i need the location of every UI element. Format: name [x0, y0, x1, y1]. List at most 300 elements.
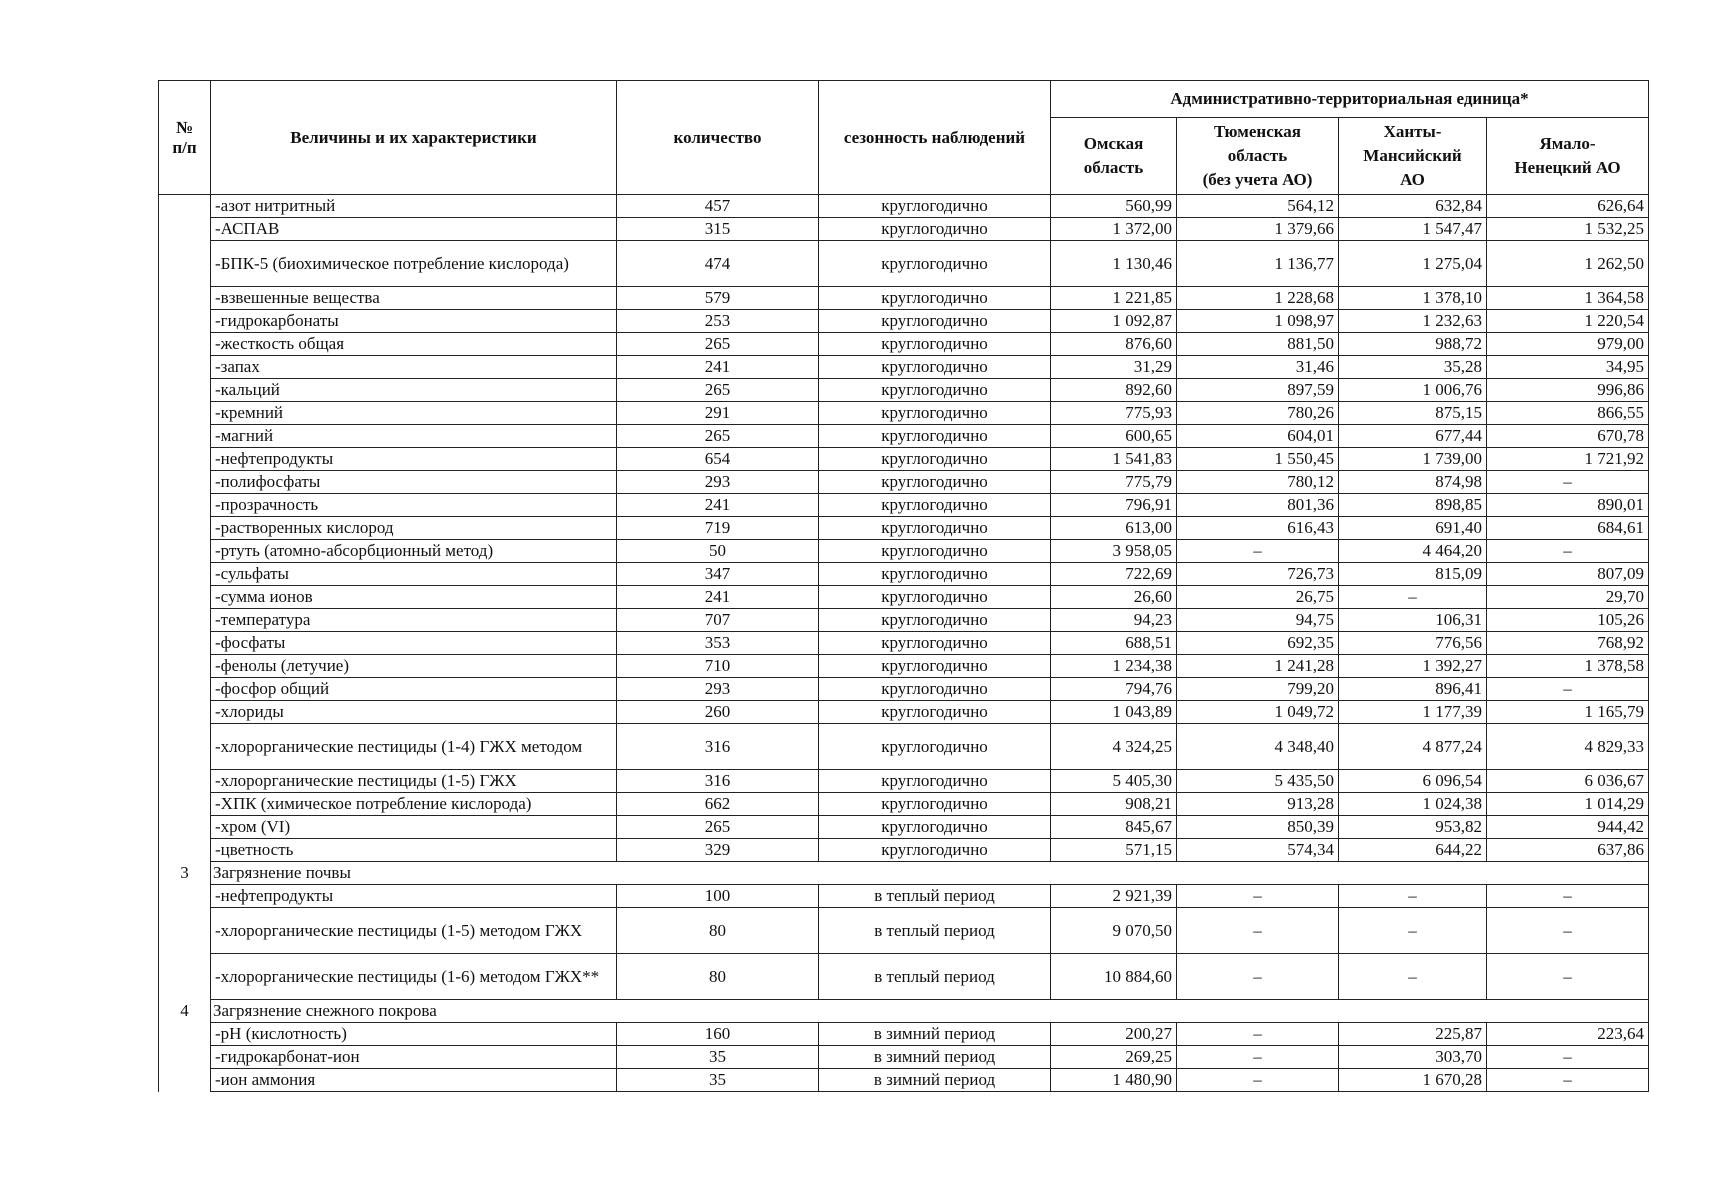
table-row: [159, 356, 1649, 379]
value-cell-khmao: 1 006,76: [1339, 379, 1487, 402]
table-row: [159, 954, 1649, 1000]
value-cell-omsk: 10 884,60: [1051, 954, 1177, 1000]
table-row: [159, 678, 1649, 701]
value-cell-khmao: 677,44: [1339, 425, 1487, 448]
row-number-cell: [159, 954, 211, 1000]
season-cell: круглогодично: [819, 793, 1051, 816]
value-cell-yanao: 890,01: [1487, 494, 1649, 517]
row-number-cell: [159, 540, 211, 563]
value-cell-khmao: 106,31: [1339, 609, 1487, 632]
parameter-name-cell: -хлорорганические пестициды (1-5) ГЖХ: [211, 770, 617, 793]
season-cell: круглогодично: [819, 218, 1051, 241]
value-cell-tyumen: 692,35: [1177, 632, 1339, 655]
table-row: [159, 632, 1649, 655]
value-cell-omsk: 688,51: [1051, 632, 1177, 655]
value-cell-tyumen: 780,26: [1177, 402, 1339, 425]
value-cell-tyumen: 616,43: [1177, 517, 1339, 540]
quantity-cell: 100: [617, 885, 819, 908]
season-cell: круглогодично: [819, 471, 1051, 494]
section-row: [159, 1000, 1649, 1023]
parameter-name-cell: -азот нитритный: [211, 195, 617, 218]
parameter-name-cell: -фосфор общий: [211, 678, 617, 701]
section-title: Загрязнение снежного покрова: [211, 1000, 1649, 1023]
value-cell-tyumen: 913,28: [1177, 793, 1339, 816]
value-cell-yanao: 105,26: [1487, 609, 1649, 632]
value-cell-yanao: –: [1487, 885, 1649, 908]
quantity-cell: 353: [617, 632, 819, 655]
quantity-cell: 253: [617, 310, 819, 333]
table-row: [159, 839, 1649, 862]
value-cell-khmao: 4 877,24: [1339, 724, 1487, 770]
value-cell-omsk: 794,76: [1051, 678, 1177, 701]
season-cell: круглогодично: [819, 379, 1051, 402]
table-row: [159, 885, 1649, 908]
row-number-cell: [159, 195, 211, 218]
value-cell-khmao: –: [1339, 954, 1487, 1000]
value-cell-tyumen: 1 550,45: [1177, 448, 1339, 471]
value-cell-tyumen: 897,59: [1177, 379, 1339, 402]
row-number-cell: [159, 356, 211, 379]
value-cell-khmao: 644,22: [1339, 839, 1487, 862]
value-cell-khmao: 896,41: [1339, 678, 1487, 701]
value-cell-yanao: –: [1487, 908, 1649, 954]
value-cell-tyumen: –: [1177, 1023, 1339, 1046]
quantity-cell: 80: [617, 954, 819, 1000]
table-row: [159, 1023, 1649, 1046]
value-cell-tyumen: 94,75: [1177, 609, 1339, 632]
value-cell-omsk: 1 130,46: [1051, 241, 1177, 287]
value-cell-khmao: 632,84: [1339, 195, 1487, 218]
table-row: [159, 241, 1649, 287]
data-table: [158, 80, 1649, 1092]
table-row: [159, 425, 1649, 448]
season-cell: круглогодично: [819, 448, 1051, 471]
value-cell-tyumen: –: [1177, 885, 1339, 908]
value-cell-omsk: 1 372,00: [1051, 218, 1177, 241]
value-cell-yanao: 944,42: [1487, 816, 1649, 839]
table-row: [159, 218, 1649, 241]
value-cell-yanao: 6 036,67: [1487, 770, 1649, 793]
row-number-cell: [159, 724, 211, 770]
quantity-cell: 315: [617, 218, 819, 241]
parameter-name-cell: -сульфаты: [211, 563, 617, 586]
season-cell: круглогодично: [819, 195, 1051, 218]
parameter-name-cell: -фенолы (летучие): [211, 655, 617, 678]
parameter-name-cell: -БПК-5 (биохимическое потребление кислорода): [211, 241, 617, 287]
value-cell-yanao: 626,64: [1487, 195, 1649, 218]
value-cell-khmao: 988,72: [1339, 333, 1487, 356]
parameter-name-cell: -прозрачность: [211, 494, 617, 517]
value-cell-tyumen: –: [1177, 954, 1339, 1000]
value-cell-tyumen: 1 049,72: [1177, 701, 1339, 724]
parameter-name-cell: -гидрокарбонат-ион: [211, 1046, 617, 1069]
season-cell: круглогодично: [819, 770, 1051, 793]
value-cell-khmao: 1 670,28: [1339, 1069, 1487, 1092]
value-cell-omsk: 200,27: [1051, 1023, 1177, 1046]
season-cell: в зимний период: [819, 1046, 1051, 1069]
parameter-name-cell: -АСПАВ: [211, 218, 617, 241]
value-cell-tyumen: 564,12: [1177, 195, 1339, 218]
value-cell-tyumen: 1 098,97: [1177, 310, 1339, 333]
value-cell-omsk: 845,67: [1051, 816, 1177, 839]
row-number-cell: [159, 885, 211, 908]
header-quantity: количество: [617, 81, 819, 195]
parameter-name-cell: -температура: [211, 609, 617, 632]
value-cell-tyumen: 780,12: [1177, 471, 1339, 494]
value-cell-khmao: 1 392,27: [1339, 655, 1487, 678]
value-cell-khmao: –: [1339, 586, 1487, 609]
table-row: [159, 793, 1649, 816]
value-cell-omsk: 892,60: [1051, 379, 1177, 402]
value-cell-yanao: 1 014,29: [1487, 793, 1649, 816]
row-number-cell: [159, 333, 211, 356]
value-cell-yanao: 1 165,79: [1487, 701, 1649, 724]
value-cell-yanao: 807,09: [1487, 563, 1649, 586]
quantity-cell: 474: [617, 241, 819, 287]
header-region-khmao: Ханты- Мансийский АО: [1339, 118, 1487, 195]
parameter-name-cell: -хлориды: [211, 701, 617, 724]
season-cell: круглогодично: [819, 609, 1051, 632]
quantity-cell: 265: [617, 816, 819, 839]
value-cell-yanao: –: [1487, 678, 1649, 701]
value-cell-yanao: 979,00: [1487, 333, 1649, 356]
value-cell-yanao: 1 721,92: [1487, 448, 1649, 471]
season-cell: в теплый период: [819, 954, 1051, 1000]
value-cell-khmao: 874,98: [1339, 471, 1487, 494]
quantity-cell: 329: [617, 839, 819, 862]
parameter-name-cell: -жесткость общая: [211, 333, 617, 356]
season-cell: в зимний период: [819, 1069, 1051, 1092]
value-cell-khmao: 4 464,20: [1339, 540, 1487, 563]
quantity-cell: 35: [617, 1046, 819, 1069]
table-row: [159, 402, 1649, 425]
value-cell-yanao: 1 364,58: [1487, 287, 1649, 310]
value-cell-yanao: 1 220,54: [1487, 310, 1649, 333]
value-cell-yanao: 1 378,58: [1487, 655, 1649, 678]
table-row: [159, 494, 1649, 517]
value-cell-yanao: 637,86: [1487, 839, 1649, 862]
season-cell: круглогодично: [819, 655, 1051, 678]
season-cell: круглогодично: [819, 494, 1051, 517]
value-cell-khmao: 1 177,39: [1339, 701, 1487, 724]
value-cell-khmao: 953,82: [1339, 816, 1487, 839]
parameter-name-cell: -цветность: [211, 839, 617, 862]
table-row: [159, 908, 1649, 954]
value-cell-omsk: 2 921,39: [1051, 885, 1177, 908]
table-row: [159, 563, 1649, 586]
value-cell-tyumen: 574,34: [1177, 839, 1339, 862]
quantity-cell: 293: [617, 678, 819, 701]
table-row: [159, 655, 1649, 678]
quantity-cell: 260: [617, 701, 819, 724]
row-number-cell: [159, 908, 211, 954]
season-cell: круглогодично: [819, 287, 1051, 310]
season-cell: в теплый период: [819, 885, 1051, 908]
season-cell: круглогодично: [819, 563, 1051, 586]
row-number-cell: [159, 678, 211, 701]
value-cell-omsk: 775,93: [1051, 402, 1177, 425]
row-number-cell: [159, 310, 211, 333]
table-row: [159, 448, 1649, 471]
row-number-cell: [159, 770, 211, 793]
table-row: [159, 540, 1649, 563]
value-cell-tyumen: –: [1177, 908, 1339, 954]
value-cell-khmao: 1 232,63: [1339, 310, 1487, 333]
value-cell-yanao: –: [1487, 1046, 1649, 1069]
value-cell-omsk: 1 043,89: [1051, 701, 1177, 724]
table-body: [159, 195, 1649, 1092]
value-cell-yanao: 29,70: [1487, 586, 1649, 609]
table-row: [159, 333, 1649, 356]
value-cell-yanao: –: [1487, 540, 1649, 563]
table-row: [159, 310, 1649, 333]
season-cell: круглогодично: [819, 333, 1051, 356]
parameter-name-cell: -взвешенные вещества: [211, 287, 617, 310]
table-header: [159, 81, 1649, 195]
parameter-name-cell: -растворенных кислород: [211, 517, 617, 540]
value-cell-omsk: 9 070,50: [1051, 908, 1177, 954]
value-cell-tyumen: 881,50: [1177, 333, 1339, 356]
value-cell-yanao: 4 829,33: [1487, 724, 1649, 770]
parameter-name-cell: -сумма ионов: [211, 586, 617, 609]
parameter-name-cell: -pH (кислотность): [211, 1023, 617, 1046]
value-cell-omsk: 1 234,38: [1051, 655, 1177, 678]
header-admin-unit: Административно-территориальная единица*: [1051, 81, 1649, 118]
value-cell-omsk: 908,21: [1051, 793, 1177, 816]
row-number-cell: [159, 793, 211, 816]
row-number-cell: [159, 287, 211, 310]
value-cell-omsk: 1 221,85: [1051, 287, 1177, 310]
row-number-cell: [159, 1023, 211, 1046]
table-row: [159, 379, 1649, 402]
value-cell-yanao: 670,78: [1487, 425, 1649, 448]
season-cell: круглогодично: [819, 241, 1051, 287]
season-cell: круглогодично: [819, 724, 1051, 770]
season-cell: круглогодично: [819, 678, 1051, 701]
parameter-name-cell: -полифосфаты: [211, 471, 617, 494]
section-title: Загрязнение почвы: [211, 862, 1649, 885]
document-page: [158, 80, 1648, 1092]
row-number-cell: [159, 379, 211, 402]
value-cell-yanao: 1 532,25: [1487, 218, 1649, 241]
parameter-name-cell: -ртуть (атомно-абсорбционный метод): [211, 540, 617, 563]
table-row: [159, 471, 1649, 494]
row-number-cell: [159, 1069, 211, 1092]
quantity-cell: 347: [617, 563, 819, 586]
value-cell-tyumen: 801,36: [1177, 494, 1339, 517]
season-cell: круглогодично: [819, 586, 1051, 609]
quantity-cell: 293: [617, 471, 819, 494]
table-row: [159, 1069, 1649, 1092]
quantity-cell: 241: [617, 586, 819, 609]
value-cell-tyumen: 1 136,77: [1177, 241, 1339, 287]
value-cell-yanao: 996,86: [1487, 379, 1649, 402]
value-cell-khmao: 1 739,00: [1339, 448, 1487, 471]
quantity-cell: 457: [617, 195, 819, 218]
value-cell-khmao: 6 096,54: [1339, 770, 1487, 793]
row-number-cell: [159, 425, 211, 448]
row-number-cell: [159, 816, 211, 839]
quantity-cell: 241: [617, 356, 819, 379]
season-cell: в теплый период: [819, 908, 1051, 954]
parameter-name-cell: -нефтепродукты: [211, 448, 617, 471]
value-cell-tyumen: 31,46: [1177, 356, 1339, 379]
value-cell-tyumen: –: [1177, 1069, 1339, 1092]
table-row: [159, 586, 1649, 609]
value-cell-yanao: 866,55: [1487, 402, 1649, 425]
value-cell-yanao: –: [1487, 954, 1649, 1000]
quantity-cell: 579: [617, 287, 819, 310]
row-number-cell: [159, 609, 211, 632]
season-cell: круглогодично: [819, 425, 1051, 448]
value-cell-khmao: 303,70: [1339, 1046, 1487, 1069]
quantity-cell: 35: [617, 1069, 819, 1092]
table-row: [159, 816, 1649, 839]
season-cell: в зимний период: [819, 1023, 1051, 1046]
value-cell-omsk: 1 092,87: [1051, 310, 1177, 333]
value-cell-khmao: 225,87: [1339, 1023, 1487, 1046]
row-number-cell: [159, 471, 211, 494]
row-number-cell: [159, 839, 211, 862]
value-cell-khmao: 691,40: [1339, 517, 1487, 540]
value-cell-omsk: 876,60: [1051, 333, 1177, 356]
value-cell-tyumen: 4 348,40: [1177, 724, 1339, 770]
value-cell-yanao: 1 262,50: [1487, 241, 1649, 287]
value-cell-omsk: 600,65: [1051, 425, 1177, 448]
value-cell-omsk: 26,60: [1051, 586, 1177, 609]
parameter-name-cell: -фосфаты: [211, 632, 617, 655]
quantity-cell: 662: [617, 793, 819, 816]
header-name: Величины и их характеристики: [211, 81, 617, 195]
quantity-cell: 707: [617, 609, 819, 632]
value-cell-tyumen: 1 228,68: [1177, 287, 1339, 310]
parameter-name-cell: -хлорорганические пестициды (1-6) методом ГЖХ**: [211, 954, 617, 1000]
parameter-name-cell: -хлорорганические пестициды (1-5) методом ГЖХ: [211, 908, 617, 954]
value-cell-omsk: 775,79: [1051, 471, 1177, 494]
value-cell-tyumen: 799,20: [1177, 678, 1339, 701]
row-number-cell: [159, 494, 211, 517]
season-cell: круглогодично: [819, 310, 1051, 333]
quantity-cell: 316: [617, 724, 819, 770]
season-cell: круглогодично: [819, 816, 1051, 839]
table-row: [159, 701, 1649, 724]
quantity-cell: 291: [617, 402, 819, 425]
value-cell-omsk: 1 480,90: [1051, 1069, 1177, 1092]
value-cell-omsk: 571,15: [1051, 839, 1177, 862]
quantity-cell: 265: [617, 379, 819, 402]
table-row: [159, 195, 1649, 218]
row-number-cell: [159, 1046, 211, 1069]
row-number-cell: [159, 632, 211, 655]
value-cell-yanao: 223,64: [1487, 1023, 1649, 1046]
parameter-name-cell: -кремний: [211, 402, 617, 425]
table-row: [159, 517, 1649, 540]
row-number-cell: [159, 402, 211, 425]
quantity-cell: 654: [617, 448, 819, 471]
quantity-cell: 50: [617, 540, 819, 563]
parameter-name-cell: -кальций: [211, 379, 617, 402]
quantity-cell: 241: [617, 494, 819, 517]
season-cell: круглогодично: [819, 540, 1051, 563]
row-number-cell: [159, 655, 211, 678]
quantity-cell: 316: [617, 770, 819, 793]
value-cell-yanao: 34,95: [1487, 356, 1649, 379]
value-cell-khmao: 776,56: [1339, 632, 1487, 655]
value-cell-omsk: 31,29: [1051, 356, 1177, 379]
value-cell-omsk: 5 405,30: [1051, 770, 1177, 793]
value-cell-tyumen: 604,01: [1177, 425, 1339, 448]
value-cell-tyumen: 726,73: [1177, 563, 1339, 586]
value-cell-khmao: 875,15: [1339, 402, 1487, 425]
value-cell-khmao: –: [1339, 885, 1487, 908]
value-cell-khmao: 1 547,47: [1339, 218, 1487, 241]
value-cell-tyumen: 850,39: [1177, 816, 1339, 839]
value-cell-omsk: 560,99: [1051, 195, 1177, 218]
value-cell-yanao: 684,61: [1487, 517, 1649, 540]
value-cell-tyumen: 5 435,50: [1177, 770, 1339, 793]
parameter-name-cell: -магний: [211, 425, 617, 448]
table-row: [159, 770, 1649, 793]
value-cell-yanao: –: [1487, 1069, 1649, 1092]
season-cell: круглогодично: [819, 517, 1051, 540]
quantity-cell: 80: [617, 908, 819, 954]
season-cell: круглогодично: [819, 356, 1051, 379]
row-number-cell: [159, 517, 211, 540]
table-row: [159, 609, 1649, 632]
section-row: [159, 862, 1649, 885]
value-cell-tyumen: –: [1177, 1046, 1339, 1069]
value-cell-omsk: 796,91: [1051, 494, 1177, 517]
row-number-cell: 3: [159, 862, 211, 885]
parameter-name-cell: -ион аммония: [211, 1069, 617, 1092]
header-region-omsk: Омская область: [1051, 118, 1177, 195]
row-number-cell: [159, 241, 211, 287]
quantity-cell: 160: [617, 1023, 819, 1046]
parameter-name-cell: -хлорорганические пестициды (1-4) ГЖХ методом: [211, 724, 617, 770]
table-row: [159, 287, 1649, 310]
season-cell: круглогодично: [819, 402, 1051, 425]
value-cell-khmao: –: [1339, 908, 1487, 954]
header-number: № п/п: [159, 81, 211, 195]
table-row: [159, 1046, 1649, 1069]
value-cell-khmao: 35,28: [1339, 356, 1487, 379]
row-number-cell: 4: [159, 1000, 211, 1023]
row-number-cell: [159, 448, 211, 471]
row-number-cell: [159, 701, 211, 724]
season-cell: круглогодично: [819, 839, 1051, 862]
value-cell-omsk: 4 324,25: [1051, 724, 1177, 770]
value-cell-khmao: 815,09: [1339, 563, 1487, 586]
value-cell-tyumen: 1 379,66: [1177, 218, 1339, 241]
header-region-yanao: Ямало- Ненецкий АО: [1487, 118, 1649, 195]
value-cell-khmao: 1 024,38: [1339, 793, 1487, 816]
value-cell-yanao: 768,92: [1487, 632, 1649, 655]
table-row: [159, 724, 1649, 770]
season-cell: круглогодично: [819, 701, 1051, 724]
value-cell-omsk: 722,69: [1051, 563, 1177, 586]
parameter-name-cell: -ХПК (химическое потребление кислорода): [211, 793, 617, 816]
value-cell-omsk: 94,23: [1051, 609, 1177, 632]
parameter-name-cell: -запах: [211, 356, 617, 379]
value-cell-tyumen: 1 241,28: [1177, 655, 1339, 678]
quantity-cell: 265: [617, 425, 819, 448]
parameter-name-cell: -гидрокарбонаты: [211, 310, 617, 333]
value-cell-khmao: 898,85: [1339, 494, 1487, 517]
season-cell: круглогодично: [819, 632, 1051, 655]
value-cell-omsk: 3 958,05: [1051, 540, 1177, 563]
value-cell-tyumen: 26,75: [1177, 586, 1339, 609]
quantity-cell: 719: [617, 517, 819, 540]
